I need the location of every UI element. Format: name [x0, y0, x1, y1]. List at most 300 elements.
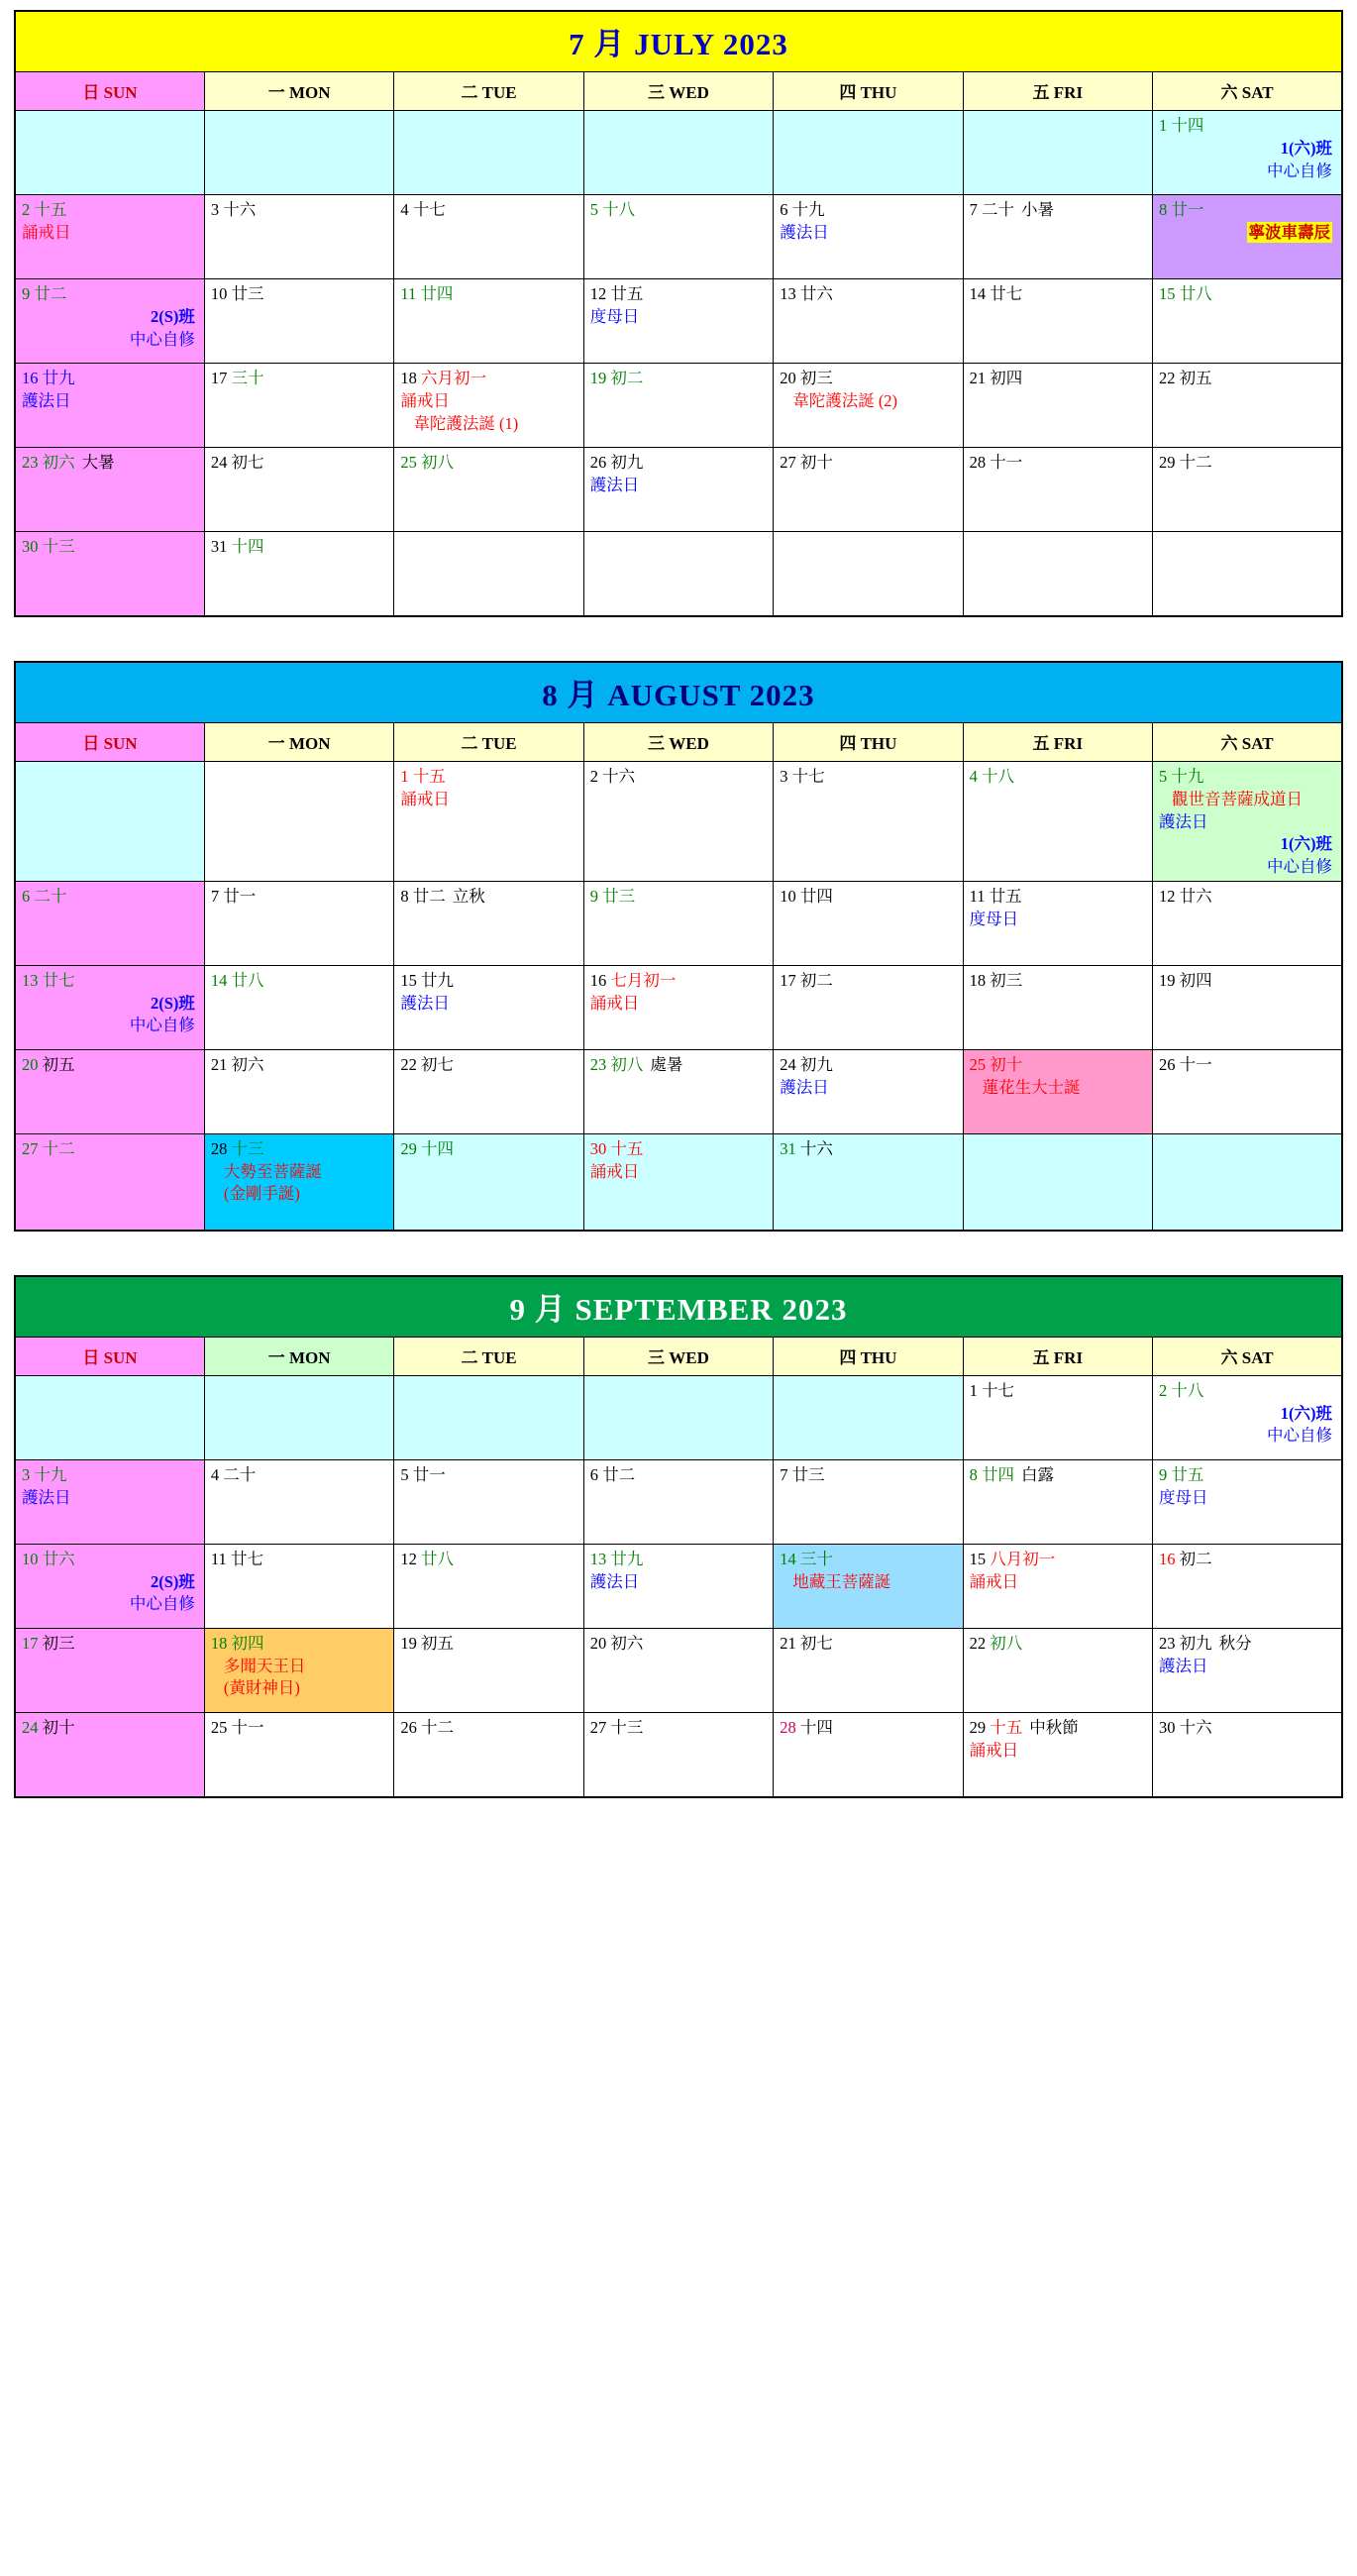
day-event: 多聞天王日 [223, 1656, 306, 1675]
lunar-date: 十一 [1179, 1054, 1212, 1074]
day-cell-content [16, 195, 204, 247]
day-number: 25 [400, 453, 417, 472]
day-cell-content [205, 1629, 393, 1702]
day-header [590, 283, 768, 305]
day-cell-content [205, 1713, 393, 1742]
calendar-day-cell [1153, 1375, 1342, 1459]
day-event: 護法日 [22, 1487, 71, 1507]
day-cell-content [964, 966, 1152, 995]
day-cell-content [964, 532, 1152, 539]
calendar-day-cell [774, 1459, 963, 1544]
lunar-date: 初八 [610, 1054, 644, 1074]
day-cell-content [1153, 448, 1341, 477]
day-cell-content [1153, 195, 1341, 247]
day-cell-content [16, 1545, 204, 1618]
solar-term: 處暑 [650, 1054, 683, 1074]
calendar-day-cell [394, 881, 583, 965]
day-cell-content [394, 1460, 582, 1489]
day-cell-content [774, 882, 962, 911]
calendar-empty-cell [204, 111, 393, 195]
day-number: 18 [400, 369, 417, 387]
day-cell-content [774, 364, 962, 415]
lunar-date: 十八 [1171, 1380, 1204, 1400]
day-of-week-header: 一 MON [204, 1337, 393, 1375]
day-header [590, 886, 768, 908]
day-event: 韋陀護法誕 (2) [792, 390, 898, 410]
day-event: 觀世音菩薩成道日 [1172, 789, 1304, 808]
day-cell-content [584, 1050, 773, 1079]
day-cell-content [205, 532, 393, 561]
calendar-day-cell [774, 1712, 963, 1797]
day-number: 17 [780, 970, 796, 990]
day-of-week-header: 五 FRI [963, 723, 1152, 762]
day-of-week-header: 二 TUE [394, 723, 583, 762]
day-number: 6 [22, 886, 31, 906]
day-header [590, 766, 768, 788]
day-number: 24 [210, 453, 228, 472]
day-cell-content [964, 1376, 1152, 1405]
calendar-day-cell [15, 1049, 204, 1133]
day-event: 中心自修 [129, 329, 195, 349]
day-number: 18 [210, 1633, 228, 1653]
day-number: 2 [1159, 1380, 1168, 1400]
day-cell-content [205, 364, 393, 392]
day-cell-content [964, 882, 1152, 933]
lunar-date: 十八 [981, 767, 1014, 786]
day-number: 4 [210, 1464, 220, 1484]
day-header [400, 1717, 577, 1739]
day-cell-content [205, 882, 393, 911]
day-number: 31 [780, 1138, 796, 1158]
lunar-date: 初九 [610, 453, 644, 472]
day-number: 10 [780, 886, 796, 906]
calendar-day-cell [394, 364, 583, 448]
lunar-date: 廿九 [610, 1549, 644, 1568]
day-number: 26 [589, 453, 607, 472]
day-header [211, 970, 388, 992]
day-cell-content [774, 1134, 962, 1163]
day-of-week-header: 二 TUE [394, 1337, 583, 1375]
day-number: 14 [969, 284, 987, 303]
day-event: 護法日 [780, 222, 829, 242]
day-header [22, 283, 199, 305]
day-header [211, 283, 388, 305]
lunar-date: 廿七 [42, 970, 75, 990]
calendar-week-row [15, 1628, 1342, 1712]
day-cell-content [774, 279, 962, 308]
lunar-date: 十二 [1179, 453, 1212, 472]
day-number: 8 [969, 1464, 978, 1484]
calendar-week-row [15, 1049, 1342, 1133]
calendar-day-cell [394, 1049, 583, 1133]
day-number: 12 [400, 1549, 417, 1568]
calendar-day-cell [204, 965, 393, 1049]
day-cell-content [16, 1134, 204, 1163]
day-cell-content [16, 364, 204, 415]
day-cell-content [205, 111, 393, 118]
lunar-date: 二十 [223, 1464, 257, 1484]
day-header [22, 199, 199, 221]
calendar-week-row [15, 279, 1342, 364]
day-cell-content [16, 1629, 204, 1658]
calendar-day-cell [583, 448, 773, 532]
day-cell-content [16, 279, 204, 353]
day-number: 25 [969, 1054, 987, 1074]
lunar-date: 二十 [34, 886, 67, 906]
day-header [970, 1717, 1147, 1739]
day-event: 中心自修 [1267, 1426, 1332, 1446]
day-number: 22 [969, 1633, 987, 1653]
day-header [1159, 766, 1336, 788]
day-cell-content [964, 364, 1152, 392]
lunar-date: 六月初一 [420, 369, 486, 387]
lunar-date: 廿五 [610, 284, 644, 303]
calendar-day-cell [774, 881, 963, 965]
calendar-empty-cell [963, 1133, 1152, 1231]
day-header [22, 1633, 199, 1655]
day-number: 8 [400, 886, 409, 906]
calendar-empty-cell [583, 1375, 773, 1459]
day-cell-content [964, 111, 1152, 118]
day-event: 韋陀護法誕 (1) [413, 413, 519, 433]
calendar-day-cell [774, 1133, 963, 1231]
calendar-day-cell [15, 195, 204, 279]
day-event: 誦戒日 [400, 789, 450, 808]
calendar-day-cell [15, 1712, 204, 1797]
day-header [22, 970, 199, 992]
day-number: 7 [780, 1464, 788, 1484]
lunar-date: 廿四 [981, 1464, 1014, 1484]
calendar-empty-cell [774, 1375, 963, 1459]
lunar-date: 廿九 [42, 369, 75, 387]
day-number: 30 [589, 1138, 607, 1158]
lunar-date: 初三 [799, 369, 833, 387]
day-cell-content [1153, 1545, 1341, 1573]
day-number: 28 [969, 453, 987, 472]
calendar-day-cell [15, 448, 204, 532]
day-header [400, 283, 577, 305]
day-number: 2 [22, 200, 31, 219]
calendar-day-cell [963, 195, 1152, 279]
day-event: 2(S)班 [151, 306, 195, 326]
day-number: 19 [589, 369, 607, 387]
day-number: 1 [969, 1380, 978, 1400]
day-of-week-header: 五 FRI [963, 72, 1152, 111]
calendar-empty-cell [204, 762, 393, 882]
day-cell-content [774, 1050, 962, 1102]
day-event: 護法日 [589, 1571, 640, 1591]
day-header [1159, 1380, 1336, 1402]
day-cell-content [1153, 762, 1341, 881]
lunar-date: 初三 [990, 970, 1023, 990]
lunar-date: 初五 [420, 1633, 454, 1653]
day-header [1159, 970, 1336, 992]
calendar-day-cell [394, 279, 583, 364]
day-number: 30 [22, 537, 39, 556]
day-number: 22 [1159, 369, 1176, 387]
calendar-week-row [15, 364, 1342, 448]
day-number: 27 [589, 1717, 607, 1737]
lunar-date: 二十 [981, 200, 1014, 219]
day-header [22, 1549, 199, 1570]
day-header [590, 1633, 768, 1655]
calendar-day-cell [394, 1544, 583, 1628]
calendar-empty-cell [394, 1375, 583, 1459]
calendar-month-july [14, 10, 1343, 617]
lunar-date: 初四 [231, 1633, 264, 1653]
calendar-week-row [15, 1133, 1342, 1231]
day-number: 17 [210, 369, 228, 387]
day-number: 1 [400, 767, 409, 786]
day-number: 1 [1159, 116, 1168, 135]
day-header [780, 1717, 957, 1739]
day-cell-content [964, 279, 1152, 308]
month-title: 7 月 JULY 2023 [15, 11, 1342, 72]
calendar-empty-cell [15, 1375, 204, 1459]
day-number: 10 [22, 1549, 39, 1568]
calendar-day-cell [394, 1459, 583, 1544]
lunar-date: 十七 [981, 1380, 1014, 1400]
day-header [211, 536, 388, 558]
day-cell-content [205, 195, 393, 224]
lunar-date: 廿八 [1179, 284, 1212, 303]
calendar-day-cell [1153, 881, 1342, 965]
day-cell-content [584, 1134, 773, 1186]
day-cell-content [394, 532, 582, 539]
day-number: 18 [969, 970, 987, 990]
day-header [211, 452, 388, 474]
day-event: 誦戒日 [969, 1740, 1019, 1760]
lunar-date: 初九 [1179, 1633, 1212, 1653]
day-header [211, 886, 388, 908]
calendar-day-cell [204, 1459, 393, 1544]
day-cell-content [1153, 279, 1341, 308]
day-header [211, 1138, 388, 1160]
lunar-date: 廿六 [799, 284, 833, 303]
day-event: 誦戒日 [589, 1161, 640, 1181]
day-cell-content [584, 1545, 773, 1596]
day-number: 21 [210, 1054, 228, 1074]
calendar-day-cell [15, 364, 204, 448]
day-header [970, 886, 1147, 908]
day-number: 2 [589, 767, 599, 786]
day-header [400, 368, 577, 389]
calendar-day-cell [1153, 279, 1342, 364]
day-event: 中心自修 [1267, 161, 1332, 180]
calendar-day-cell [1153, 762, 1342, 882]
solar-term: 立秋 [452, 886, 485, 906]
day-event: 蓮花生大士誕 [982, 1077, 1081, 1097]
lunar-date: 廿七 [230, 1549, 263, 1568]
day-cell-content [205, 1460, 393, 1489]
day-number: 22 [400, 1054, 417, 1074]
day-cell-content [205, 1134, 393, 1208]
calendar-day-cell [1153, 195, 1342, 279]
day-header [1159, 115, 1336, 137]
day-number: 7 [210, 886, 220, 906]
calendar-day-cell [583, 1712, 773, 1797]
day-number: 5 [589, 200, 599, 219]
lunar-date: 初四 [1179, 970, 1212, 990]
day-number: 4 [400, 200, 409, 219]
day-header [590, 970, 768, 992]
day-cell-content [584, 1629, 773, 1658]
day-number: 10 [210, 284, 228, 303]
day-number: 28 [780, 1717, 796, 1737]
day-event: 1(六)班 [1280, 834, 1332, 854]
calendar-week-row [15, 1375, 1342, 1459]
calendar-empty-cell [1153, 1133, 1342, 1231]
day-header [780, 970, 957, 992]
calendar-week-row [15, 111, 1342, 195]
day-header [780, 1054, 957, 1076]
day-cell-content [1153, 532, 1341, 539]
day-of-week-header: 六 SAT [1153, 1337, 1342, 1375]
day-number: 11 [400, 284, 417, 303]
calendar-day-cell [204, 279, 393, 364]
calendar-day-cell [1153, 364, 1342, 448]
day-event: 1(六)班 [1280, 138, 1332, 158]
calendar-day-cell [15, 1459, 204, 1544]
day-header [970, 199, 1147, 221]
day-cell-content [394, 279, 582, 308]
calendar-day-cell [15, 1133, 204, 1231]
day-header [400, 886, 577, 908]
day-number: 6 [589, 1464, 599, 1484]
lunar-date: 廿三 [602, 886, 636, 906]
day-cell-content [964, 195, 1152, 224]
day-of-week-header: 四 THU [774, 723, 963, 762]
day-cell-content [584, 279, 773, 331]
day-number: 24 [22, 1717, 39, 1737]
day-event: 誦戒日 [400, 390, 450, 410]
lunar-date: 廿八 [231, 970, 264, 990]
day-number: 29 [969, 1717, 987, 1737]
day-number: 13 [22, 970, 39, 990]
lunar-date: 初六 [231, 1054, 264, 1074]
day-number: 8 [1159, 200, 1168, 219]
day-cell-content [205, 762, 393, 769]
day-cell-content [394, 111, 582, 118]
day-header [780, 766, 957, 788]
day-cell-content [1153, 966, 1341, 995]
calendar-day-cell [963, 364, 1152, 448]
day-header [970, 1549, 1147, 1570]
day-cell-content [964, 1134, 1152, 1141]
day-number: 11 [210, 1549, 227, 1568]
lunar-date: 初十 [799, 453, 833, 472]
day-cell-content [394, 1545, 582, 1573]
day-event: 中心自修 [129, 1016, 195, 1035]
day-cell-content [774, 532, 962, 539]
lunar-date: 十一 [231, 1717, 264, 1737]
day-of-week-header: 二 TUE [394, 72, 583, 111]
day-number: 24 [780, 1054, 796, 1074]
day-number: 19 [1159, 970, 1176, 990]
day-header [400, 1138, 577, 1160]
calendar-empty-cell [394, 532, 583, 617]
lunar-date: 初三 [42, 1633, 75, 1653]
day-of-week-header: 四 THU [774, 1337, 963, 1375]
day-cell-content [16, 111, 204, 118]
calendar-day-cell [1153, 1459, 1342, 1544]
lunar-date: 廿八 [420, 1549, 454, 1568]
highlighted-event-text: 寧波車壽辰 [1248, 222, 1330, 242]
lunar-date: 十四 [231, 537, 264, 556]
day-cell-content [584, 762, 773, 791]
lunar-date: 三十 [799, 1549, 833, 1568]
lunar-date: 十五 [610, 1138, 644, 1158]
day-header [22, 1138, 199, 1160]
day-cell-content [205, 1545, 393, 1573]
day-cell-content [964, 1629, 1152, 1658]
day-event: 護法日 [400, 993, 450, 1013]
day-number: 16 [589, 970, 607, 990]
day-header [400, 970, 577, 992]
calendar-empty-cell [15, 762, 204, 882]
day-cell-content [394, 882, 582, 911]
calendar-empty-cell [583, 532, 773, 617]
day-header [211, 1549, 388, 1570]
lunar-date: 十二 [420, 1717, 454, 1737]
day-event: 護法日 [1159, 1656, 1208, 1675]
day-number: 4 [969, 767, 978, 786]
calendar-week-row [15, 532, 1342, 617]
calendar-month-september [14, 1275, 1343, 1798]
solar-term: 中秋節 [1029, 1717, 1079, 1737]
day-cell-content [394, 195, 582, 224]
day-header [590, 1717, 768, 1739]
day-header [211, 199, 388, 221]
day-cell-content [394, 1376, 582, 1383]
day-event [1159, 222, 1336, 244]
day-event: 度母日 [969, 909, 1019, 928]
lunar-date: 廿五 [1171, 1464, 1204, 1484]
calendar-day-cell [963, 1628, 1152, 1712]
lunar-date: 十四 [1171, 116, 1204, 135]
calendar-day-cell [394, 965, 583, 1049]
calendar-day-cell [583, 762, 773, 882]
calendar-empty-cell [394, 111, 583, 195]
lunar-date: 初四 [990, 369, 1023, 387]
calendar-empty-cell [963, 111, 1152, 195]
lunar-date: 廿三 [791, 1464, 825, 1484]
day-of-week-header: 五 FRI [963, 1337, 1152, 1375]
day-number: 13 [589, 1549, 607, 1568]
day-header [211, 1717, 388, 1739]
day-cell-content [774, 762, 962, 791]
day-header [780, 199, 957, 221]
calendar-day-cell [15, 965, 204, 1049]
calendar-day-cell [774, 279, 963, 364]
calendar-week-row [15, 881, 1342, 965]
lunar-date: 七月初一 [610, 970, 677, 990]
lunar-date: 十七 [791, 767, 825, 786]
calendar-day-cell [583, 1049, 773, 1133]
day-header [1159, 283, 1336, 305]
day-of-week-header: 六 SAT [1153, 723, 1342, 762]
lunar-date: 初六 [610, 1633, 644, 1653]
day-cell-content [964, 1050, 1152, 1102]
day-number: 26 [400, 1717, 417, 1737]
day-number: 28 [210, 1138, 228, 1158]
day-of-week-header: 三 WED [583, 1337, 773, 1375]
calendar-day-cell [963, 762, 1152, 882]
lunar-date: 十四 [420, 1138, 454, 1158]
calendar-empty-cell [583, 111, 773, 195]
calendar-day-cell [15, 881, 204, 965]
day-cell-content [584, 364, 773, 392]
